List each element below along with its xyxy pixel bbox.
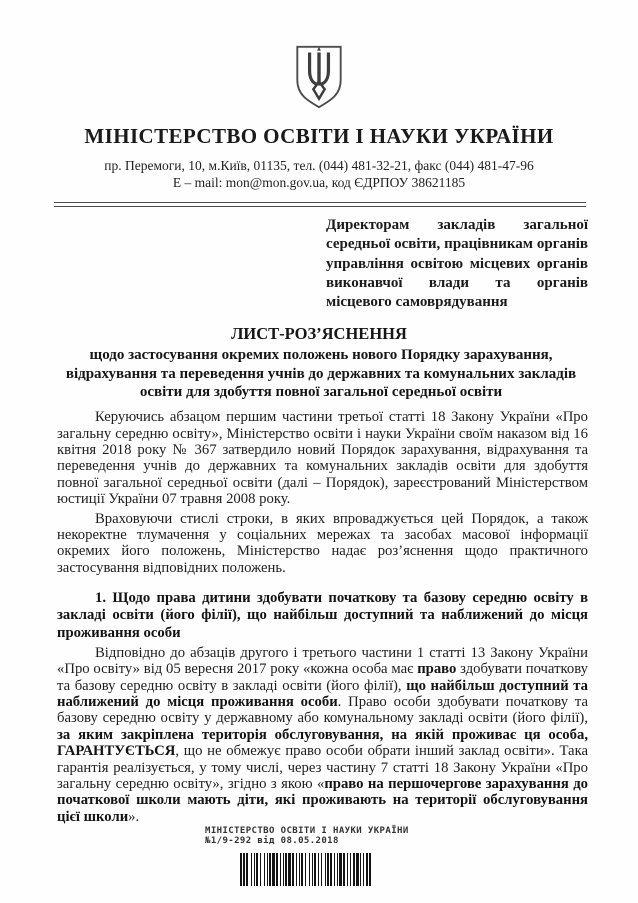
registration-stamp [205, 826, 638, 846]
stamp-number-date-line: №1/9-292 від 08.05.2018 [205, 836, 339, 847]
ukraine-trident-emblem-icon [290, 44, 348, 110]
letterhead [0, 0, 638, 191]
section-1-heading: 1. Щодо права дитини здобувати початкову та базову середню освіту в закладі освіти (його філії), що найбільш доступний та наближений до місця проживання особи [57, 590, 588, 641]
letter-body [57, 409, 588, 825]
address-line-1: пр. Перемоги, 10, м.Київ, 01135, тел. (044) 481-32-21, факс (044) 481-47-96 [104, 158, 534, 173]
addressee-block: Директорам закладів загальної середньої освіти, працівникам органів управління освітою місцевих органів виконавчої влади та органів місцевого самоврядування [326, 217, 588, 311]
paragraph-context: Враховуючи стислі строки, в яких впроваджується цей Порядок, а також некоректне тлумачення у соціальних мережах та засобах масової інформації окремих його положень, Міністерство надає роз’яснення щодо практичного застосування відповідних положень. [57, 510, 588, 576]
paragraph-legal-basis: Керуючись абзацом першим частини третьої статті 18 Закону України «Про загальну середню освіту», Міністерство освіти і науки України своїм наказом від 16 квітня 2018 року № 367 затвердило новий Порядок зарахування, відрахування та переведення учнів до державних та комунальних закладів освіти для здобуття повної загальної середньої освіти (далі – Порядок), зареєстрований Міністерством юстиції України 07 травня 2008 року. [57, 409, 588, 508]
document-barcode [240, 853, 638, 886]
letter-title: ЛИСТ-РОЗ’ЯСНЕННЯ [231, 324, 407, 344]
letter-subtitle: щодо застосування окремих положень нового Порядку зарахування, відрахування та переведення учнів до державних та комунальних закладів освіти для здобуття повної загальної середньої освіти [65, 347, 577, 400]
letterhead-divider [54, 202, 586, 207]
ministry-title: МІНІСТЕРСТВО ОСВІТИ І НАУКИ УКРАЇНИ [84, 124, 554, 148]
address-line-2: Е – mail: mon@mon.gov.ua, код ЄДРПОУ 38621185 [172, 174, 466, 190]
ministry-address [0, 158, 638, 191]
section-1-body: Відповідно до абзаців другого і третього частини 1 статті 13 Закону України «Про освіту» від 05 вересня 2017 року «кожна особа має право здобувати початкову та базову середню освіту в закладі освіти (його філії), що найбільш доступний та наближений до місця проживання особи. Право особи здобувати початкову та базову середню освіту у державному або комунальному закладі освіти (його філії), за яким закріплена територія обслуговування, на якій проживає ця особа, ГАРАНТУЄТЬСЯ, що не обмежує право особи обрати інший заклад освіти». Така гарантія реалізується, у тому числі, через частину 7 статті 18 Закону України «Про загальну середню освіту», згідно з якою «право на першочергове зарахування до початкової школи мають діти, які проживають на території обслуговування цієї школи». [57, 644, 588, 825]
stamp-ministry-line: МІНІСТЕРСТВО ОСВІТИ І НАУКИ УКРАЇНИ [205, 826, 409, 837]
